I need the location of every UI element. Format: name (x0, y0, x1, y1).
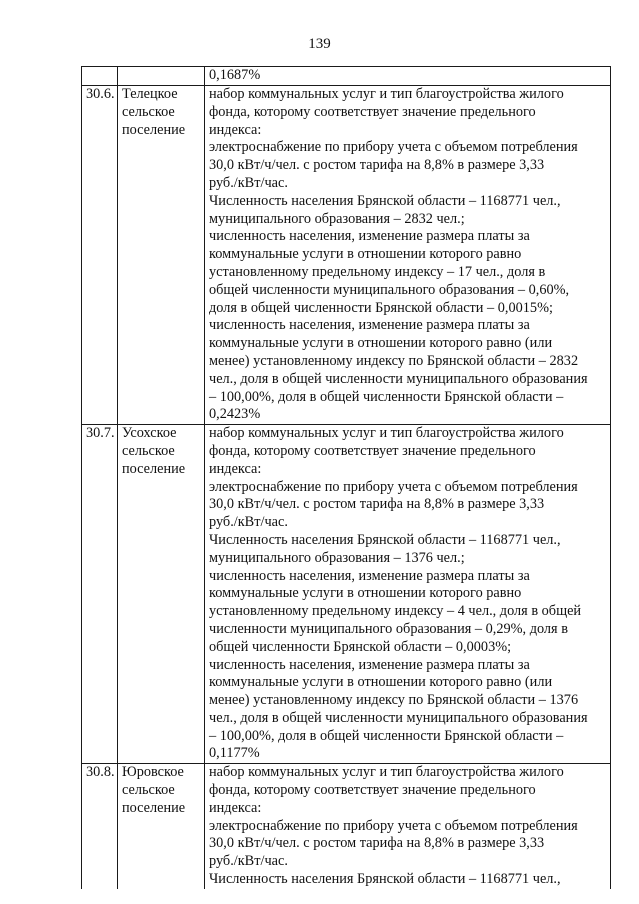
description-line: 30,0 кВт/ч/чел. с ростом тарифа на 8,8% в размере 3,33 (209, 835, 545, 852)
table-row (82, 86, 611, 425)
description-line: 0,2423% (209, 406, 261, 423)
settlement-name-cell (118, 67, 205, 86)
settlement-name-line: сельское (122, 782, 175, 799)
description-line: руб./кВт/час. (209, 174, 288, 191)
description-cell (205, 67, 611, 86)
description-line: коммунальные услуги в отношении которого равно (или (209, 335, 553, 352)
settlement-name-line: сельское (122, 442, 175, 459)
description-line: индекса: (209, 799, 262, 816)
description-line: индекса: (209, 121, 262, 138)
description-line: набор коммунальных услуг и тип благоустройства жилого (209, 86, 564, 102)
settlement-name-cell (118, 764, 205, 889)
description-line: фонда, которому соответствует значение предельного (209, 103, 536, 120)
settlement-name-line: поселение (122, 799, 186, 816)
table-row (82, 425, 611, 764)
settlement-name-line: Усохское (122, 425, 177, 442)
row-number-cell: 30.7. (82, 425, 118, 764)
description-line: численность населения, изменение размера платы за (209, 317, 530, 334)
description-line: коммунальные услуги в отношении которого равно (или (209, 674, 553, 691)
row-number-cell: 30.8. (82, 764, 118, 889)
settlement-name-line: поселение (122, 460, 186, 477)
description-line: – 100,00%, доля в общей численности Брянской области – (209, 388, 564, 405)
description-line: индекса: (209, 460, 262, 477)
description-line: менее) установленному индексу по Брянской области – 2832 (209, 352, 579, 369)
description-line: чел., доля в общей численности муниципального образования (209, 709, 588, 726)
description-line: 30,0 кВт/ч/чел. с ростом тарифа на 8,8% в размере 3,33 (209, 496, 545, 513)
settlement-name-cell (118, 425, 205, 764)
description-line: набор коммунальных услуг и тип благоустройства жилого (209, 764, 564, 781)
description-line: электроснабжение по прибору учета с объемом потребления (209, 478, 578, 495)
description-line: муниципального образования – 2832 чел.; (209, 210, 465, 227)
description-line: 30,0 кВт/ч/чел. с ростом тарифа на 8,8% в размере 3,33 (209, 157, 545, 174)
description-line: общей численности Брянской области – 0,0003%; (209, 638, 512, 655)
table-row (82, 764, 611, 889)
description-line: 0,1687% (209, 67, 261, 83)
document-table-body (82, 67, 611, 889)
description-line: руб./кВт/час. (209, 514, 288, 531)
settlement-name-cell (118, 86, 205, 425)
description-line: численность населения, изменение размера платы за (209, 656, 530, 673)
description-line: – 100,00%, доля в общей численности Брянской области – (209, 727, 564, 744)
document-table (81, 66, 611, 889)
description-line: электроснабжение по прибору учета с объемом потребления (209, 817, 578, 834)
description-line: установленному предельному индексу – 17 чел., доля в (209, 263, 546, 280)
description-line: доля в общей численности Брянской области – 0,0015%; (209, 299, 553, 316)
description-line: численность населения, изменение размера платы за (209, 567, 530, 584)
settlement-name-line: поселение (122, 121, 186, 138)
description-line: Численность населения Брянской области – 1168771 чел., (209, 192, 561, 209)
description-cell (205, 86, 611, 425)
description-line: установленному предельному индексу – 4 чел., доля в общей (209, 603, 582, 620)
description-line: общей численности муниципального образования – 0,60%, (209, 281, 570, 298)
row-number-cell (82, 67, 118, 86)
description-line: чел., доля в общей численности муниципального образования (209, 370, 588, 387)
description-line: фонда, которому соответствует значение предельного (209, 442, 536, 459)
settlement-name-line: Юровское (122, 764, 184, 781)
description-line: набор коммунальных услуг и тип благоустройства жилого (209, 425, 564, 442)
description-line: муниципального образования – 1376 чел.; (209, 549, 465, 566)
description-line: 0,1177% (209, 745, 260, 762)
settlement-name-line: сельское (122, 103, 175, 120)
description-cell (205, 425, 611, 764)
description-line: численность населения, изменение размера платы за (209, 228, 530, 245)
description-line: руб./кВт/час. (209, 853, 288, 870)
table-row-continuation (82, 67, 611, 86)
row-number-cell: 30.6. (82, 86, 118, 425)
description-line: Численность населения Брянской области – 1168771 чел., (209, 531, 561, 548)
description-line: коммунальные услуги в отношении которого равно (209, 585, 522, 602)
description-line: электроснабжение по прибору учета с объемом потребления (209, 139, 578, 156)
description-line: фонда, которому соответствует значение предельного (209, 782, 536, 799)
description-line: Численность населения Брянской области – 1168771 чел., (209, 871, 561, 888)
description-cell (205, 764, 611, 889)
page-number: 139 (308, 36, 331, 52)
description-line: численности муниципального образования – 0,29%, доля в (209, 620, 568, 637)
settlement-name-line: Телецкое (122, 86, 178, 102)
description-line: коммунальные услуги в отношении которого равно (209, 246, 522, 263)
description-line: менее) установленному индексу по Брянской области – 1376 (209, 692, 579, 709)
